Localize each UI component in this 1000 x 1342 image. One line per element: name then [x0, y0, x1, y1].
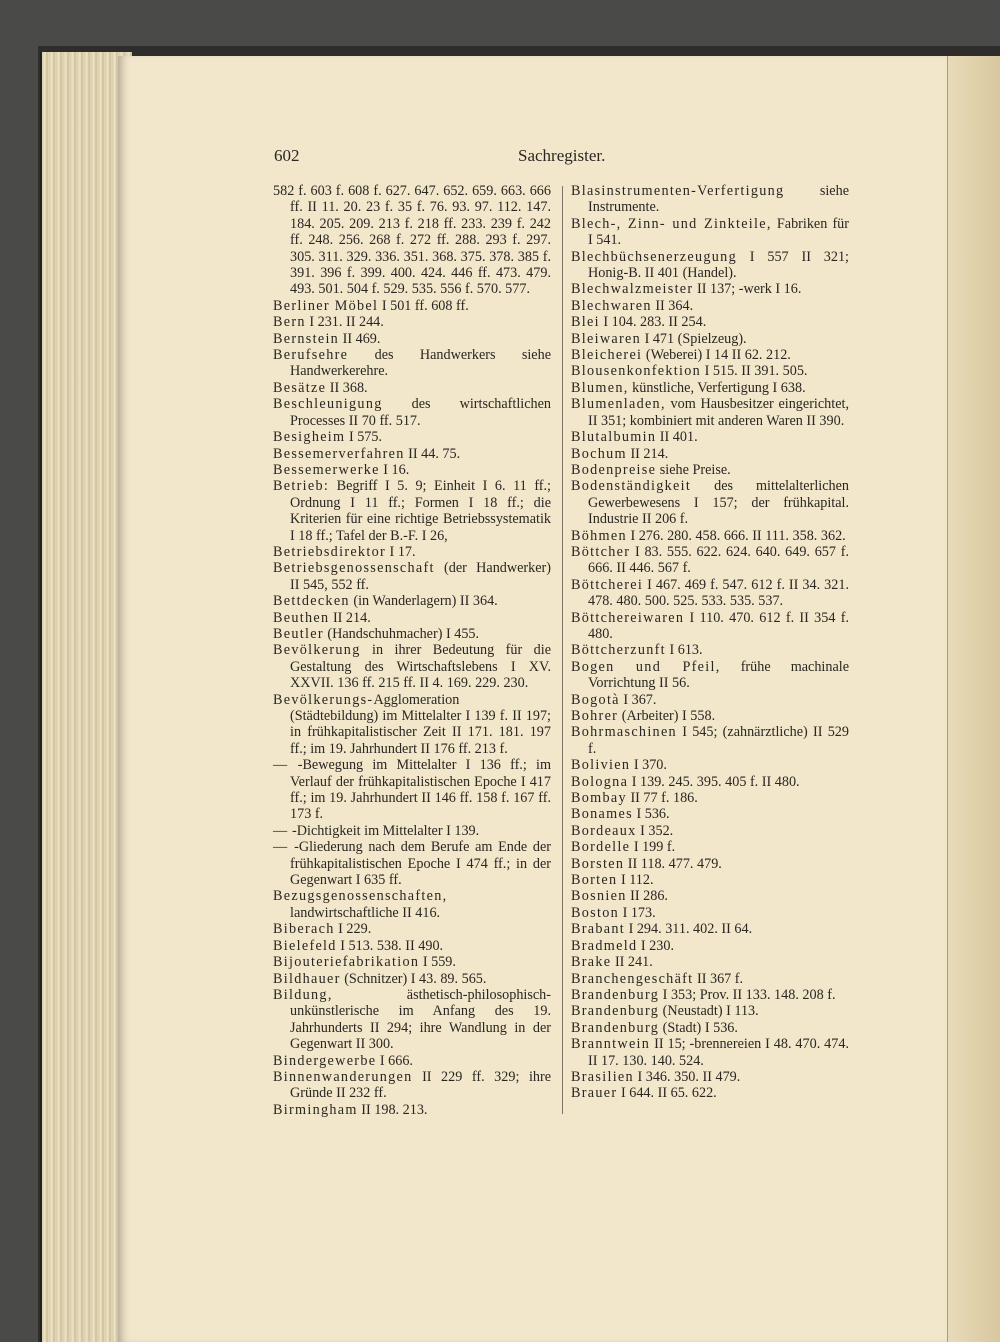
page-header	[0, 146, 1000, 168]
index-entry-refs: des Handwerkers siehe Handwerkerehre.	[290, 347, 551, 380]
index-entry	[571, 1085, 849, 1101]
index-entry	[273, 954, 551, 970]
index-entry	[273, 839, 551, 888]
index-entry-refs: I 644. II 65. 622.	[617, 1085, 717, 1102]
index-entry	[273, 823, 551, 839]
index-entry	[273, 544, 551, 560]
index-entry-refs: -Dichtigkeit im Mittelalter I 139.	[288, 822, 480, 839]
index-entry	[273, 987, 551, 1053]
index-entry-refs: I 575.	[345, 429, 383, 446]
index-entry	[273, 1102, 551, 1118]
index-entry-head: Bradmeld	[571, 937, 638, 954]
index-entry-head: Bohrer	[571, 708, 619, 724]
index-entry-head: Blousenkonfektion	[571, 363, 702, 380]
index-entry	[273, 971, 551, 987]
index-entry	[571, 888, 849, 904]
index-entry	[571, 839, 849, 855]
index-entry	[273, 593, 551, 609]
index-entry	[273, 298, 551, 314]
index-entry	[571, 610, 849, 643]
index-entry-refs: I 559.	[419, 954, 456, 971]
index-entry-head: Blechwalzmeister	[571, 281, 694, 298]
index-entry	[571, 347, 849, 363]
index-entry-refs: I 613.	[665, 642, 703, 659]
index-entry-refs: in ihrer Bedeutung für die Gestaltung des Wirtschaftslebens I XV. XXVII. 136 ff. 215 ff. II 4. 169. 229. 230.	[290, 642, 551, 692]
index-entry-head: Beschleunigung	[273, 396, 383, 413]
index-entry	[571, 478, 849, 527]
index-entry-head: Brake	[571, 954, 612, 971]
index-entry-head: Brandenburg	[571, 986, 660, 1003]
index-entry-refs: I 83. 555. 622. 624. 640. 649. 657 f. 666. II 446. 567 f.	[588, 543, 849, 577]
index-entry-refs: II 198. 213.	[357, 1101, 428, 1118]
index-entry-refs: I 471 (Spielzeug).	[641, 330, 747, 347]
index-entry	[273, 396, 551, 429]
index-entry-head: Borsten	[571, 855, 625, 872]
index-entry	[273, 314, 551, 330]
index-entry	[273, 888, 551, 921]
index-entry-refs: (Arbeiter) I 558.	[618, 708, 716, 724]
index-entry-head: Brabant	[571, 921, 626, 938]
index-entry	[571, 642, 849, 658]
index-entry-refs: I 666.	[376, 1052, 413, 1069]
index-entry-refs: II 44. 75.	[404, 445, 461, 462]
index-entry-head: Bolivien	[571, 757, 631, 774]
index-entry-refs: I 110. 470. 612 f. II 354 f. 480.	[588, 609, 849, 642]
page-number: 602	[274, 146, 300, 165]
index-entry-refs: I 352.	[636, 822, 674, 839]
index-entry	[273, 692, 551, 758]
index-entry-head: Bochum	[571, 445, 627, 462]
index-entry	[571, 724, 849, 757]
index-entry-head: Bombay	[571, 790, 627, 807]
index-entry-head: Besätze	[273, 379, 327, 396]
index-entry-refs: vom Hausbesitzer eingerichtet, II 351; kombiniert mit anderen Waren II 390.	[588, 396, 849, 429]
index-entry	[571, 1003, 849, 1019]
index-entry-refs: des mittelalterlichen Gewerbewesens I 157; der frühkapital. Industrie II 206 f.	[588, 478, 849, 528]
index-entry	[571, 659, 849, 692]
index-entry	[571, 380, 849, 396]
index-entry	[571, 872, 849, 888]
index-entry-head: Böttcher	[571, 543, 631, 560]
index-entry-refs: 582 f. 603 f. 608 f. 627. 647. 652. 659. 663. 666 ff. II 11. 20. 23 f. 35 f. 76. 93. 97. 112. 147. 184. 205. 209. 213 f. 218 ff. 233. 239 f. 242 ff. 248. 256. 268 f. 272 ff. 288. 293 f. 297. 305. 311. 329. 336. 351. 368. 375. 378. 385 f. 391. 396 f. 399. 400. 424. 446 ff. 473. 479. 493. 501. 504 f. 529. 535. 556 f. 570. 577.	[273, 183, 551, 298]
index-entry	[571, 577, 849, 610]
index-entry-head: Bordeaux	[571, 822, 637, 839]
index-entry-head: Bevölkerung	[273, 642, 361, 659]
index-entry-head: —	[273, 822, 289, 839]
index-entry	[571, 281, 849, 297]
index-entry-head: Betriebsgenossenschaft	[273, 560, 435, 577]
index-entry-head: Bernstein	[273, 330, 340, 347]
index-entry-refs: I 17.	[386, 543, 416, 560]
index-entry-refs: II 364.	[651, 297, 694, 314]
index-entry-head: Birmingham	[273, 1101, 358, 1118]
index-entry	[273, 478, 551, 544]
index-entry-head: Branchengeschäft	[571, 970, 694, 987]
index-entry-refs: (Weberei) I 14 II 62. 212.	[642, 347, 791, 364]
index-entry	[273, 446, 551, 462]
index-entry	[571, 921, 849, 937]
index-entry-refs: -Bewegung im Mittelalter I 136 ff.; im Verlauf der frühkapitalistischen Epoche I 417 ff.; im 19. Jahrhundert II 146 ff. 158 f. 167 ff. 173 f.	[288, 757, 551, 823]
index-entry-refs: I 112.	[617, 872, 654, 889]
index-entry-refs: II 286.	[626, 888, 668, 905]
index-entry-head: Böttcherzunft	[571, 642, 666, 659]
index-entry	[273, 429, 551, 445]
index-entry-head: Betriebsdirektor	[273, 543, 386, 560]
index-entry-refs: I 346. 350. II 479.	[633, 1068, 741, 1085]
index-entry-head: Bordelle	[571, 839, 631, 856]
index-entry-refs: künstliche, Verfertigung I 638.	[628, 379, 806, 396]
index-entry-refs: II 214.	[626, 445, 669, 462]
index-entry	[571, 331, 849, 347]
index-entry-refs: I 513. 538. II 490.	[336, 937, 444, 954]
index-entry-refs: I 515. II 391. 505.	[701, 363, 808, 380]
index-entry-refs: I 545; (zahnärztliche) II 529 f.	[588, 724, 849, 757]
index-entry-refs: I 173.	[619, 904, 656, 921]
index-entry-refs: -Gliederung nach dem Berufe am Ende der frühkapitalistischen Epoche I 474 ff.; in der Gegenwart I 635 ff.	[288, 839, 551, 889]
index-entry-head: Böhmen	[571, 527, 627, 544]
index-entry	[273, 757, 551, 823]
index-entry-head: Brandenburg	[571, 1019, 660, 1036]
index-entry-head: Binnenwanderungen	[273, 1068, 413, 1085]
index-entry-refs: siehe Preise.	[656, 461, 731, 478]
index-entry-head: Bogotà	[571, 691, 620, 708]
index-entry	[273, 1053, 551, 1069]
index-entry-refs: I 370.	[630, 757, 667, 774]
column-divider	[562, 186, 563, 1114]
index-entry-head: Bern	[273, 314, 306, 331]
index-entry	[571, 249, 849, 282]
index-entry-refs: I 16.	[379, 461, 410, 478]
index-entry-head: —	[273, 839, 289, 856]
index-entry-head: Bohrmaschinen	[571, 724, 677, 741]
index-entry-refs: II 77 f. 186.	[626, 790, 698, 807]
index-entry-refs: frühe machinale Vorrichtung II 56.	[588, 658, 850, 692]
index-entry-refs: II 15; -brennereien I 48. 470. 474. II 17. 130. 140. 524.	[588, 1036, 849, 1069]
index-entry-head: Brasilien	[571, 1068, 634, 1085]
index-entry-refs: II 241.	[611, 954, 653, 971]
index-entry-head: Blei	[571, 314, 600, 331]
index-entry	[571, 806, 849, 822]
index-entry	[273, 938, 551, 954]
index-entry	[273, 610, 551, 626]
index-entry-head: Bodenpreise	[571, 461, 657, 478]
index-entry-refs: II 229 ff. 329; ihre Gründe II 232 ff.	[290, 1068, 551, 1102]
index-entry-head: Blech-, Zinn- und Zinkteile,	[571, 215, 772, 232]
index-entry-refs: I 230.	[637, 937, 675, 954]
index-entry	[571, 856, 849, 872]
index-entry-head: Bleiwaren	[571, 330, 642, 347]
index-entry-refs: I 139. 245. 395. 405 f. II 480.	[628, 773, 800, 790]
index-entry-refs: I 294. 311. 402. II 64.	[625, 921, 753, 938]
index-entry-head: Bessemerverfahren	[273, 445, 405, 462]
index-entry-refs: II 469.	[339, 330, 381, 347]
index-entry-head: Berliner Möbel	[273, 297, 379, 314]
index-entry-head: Betrieb:	[273, 478, 330, 495]
index-entry	[273, 626, 551, 642]
index-entry	[273, 331, 551, 347]
index-entry-head: Bevölkerungs-	[273, 691, 374, 708]
running-head: Sachregister.	[518, 146, 606, 165]
index-entry	[571, 396, 849, 429]
index-entry-refs: II 368.	[326, 379, 368, 396]
index-entry	[571, 757, 849, 773]
index-entry-refs: I 104. 283. II 254.	[599, 314, 707, 331]
index-entry	[571, 216, 849, 249]
index-entry-head: Bessemerwerke	[273, 461, 380, 478]
index-entry	[273, 560, 551, 593]
index-entry	[571, 971, 849, 987]
index-entry-refs: I 467. 469 f. 547. 612 f. II 34. 321. 478. 480. 500. 525. 533. 535. 537.	[588, 576, 849, 610]
index-entry	[571, 183, 849, 216]
index-entry	[571, 790, 849, 806]
index-entry-refs: (Stadt) I 536.	[659, 1019, 738, 1036]
index-entry-refs: (Neustadt) I 113.	[659, 1003, 759, 1020]
index-entry	[273, 642, 551, 691]
index-entry-head: Biberach	[273, 921, 335, 938]
index-entry-head: Brandenburg	[571, 1003, 660, 1020]
index-entry	[571, 544, 849, 577]
index-entry-head: Blumenladen,	[571, 396, 666, 413]
index-entry-refs: II 214.	[329, 609, 371, 626]
index-entry-refs: I 231. II 244.	[305, 314, 384, 331]
index-entry-refs: II 137; -werk I 16.	[693, 281, 802, 298]
index-entry-refs: II 367 f.	[693, 970, 744, 987]
index-entry-refs: (der Handwerker) II 545, 552 ff.	[290, 560, 551, 593]
index-entry-head: Besigheim	[273, 429, 346, 446]
index-entry	[571, 1069, 849, 1085]
index-entry-head: Bijouteriefabrikation	[273, 954, 420, 971]
index-entry-head: Blutalbumin	[571, 429, 657, 446]
index-entry-head: Berufsehre	[273, 347, 349, 364]
index-entry-refs: I 229.	[334, 921, 372, 938]
index-entry	[571, 938, 849, 954]
index-entry-refs: (Handschuhmacher) I 455.	[323, 625, 480, 642]
index-entry-refs: I 367.	[619, 691, 657, 708]
index-entry-refs: Agglomeration (Städtebildung) im Mittelalter I 139 f. II 197; in frühkapitalistischer Zeit II 171. 181. 197 ff.; im 19. Jahrhundert II 176 ff. 213 f.	[290, 691, 551, 757]
index-entry	[571, 774, 849, 790]
index-entry-refs: ästhetisch-philosophisch-unkünstlerische im Anfang des 19. Jahrhunderts II 294; ihre Wandlung in der Gegenwart II 300.	[290, 986, 551, 1053]
index-entry	[571, 363, 849, 379]
book-page	[118, 56, 1000, 1342]
index-entry-head: Böttcherei	[571, 576, 644, 593]
index-column-right	[571, 183, 849, 1102]
index-entry-head: Blechwaren	[571, 297, 652, 314]
index-entry-refs: landwirtschaftliche II 416.	[290, 904, 441, 921]
index-entry	[571, 462, 849, 478]
index-entry	[273, 347, 551, 380]
index-entry	[571, 1020, 849, 1036]
index-entry-refs: I 199 f.	[630, 839, 676, 856]
index-entry	[571, 1036, 849, 1069]
index-entry-head: Blumen,	[571, 379, 629, 396]
index-entry-head: Böttchereiwaren	[571, 609, 685, 626]
index-entry-refs: des wirtschaftlichen Processes II 70 ff. 517.	[290, 396, 551, 429]
index-entry	[571, 298, 849, 314]
index-entry-head: Borten	[571, 872, 618, 889]
index-entry-refs: Begriff I 5. 9; Einheit I 6. 11 ff.; Ordnung I 11 ff.; Formen I 18 ff.; die Kriterien für eine richtige Betriebssystematik I 18 ff.; Tafel der B.-F. I 26,	[290, 478, 551, 544]
index-entry-head: Bleicherei	[571, 347, 643, 364]
index-entry-refs: siehe Instrumente.	[588, 183, 849, 216]
index-entry-refs: II 401.	[656, 429, 698, 446]
index-entry	[571, 708, 849, 724]
index-entry	[273, 1069, 551, 1102]
index-entry-head: Boston	[571, 904, 620, 921]
index-entry	[571, 905, 849, 921]
index-entry-head: Bosnien	[571, 888, 627, 905]
index-entry-head: Blasinstrumenten-Verfertigung	[571, 183, 785, 199]
index-entry-refs: I 536.	[632, 806, 670, 823]
index-entry-head: Bettdecken	[273, 593, 350, 610]
index-entry	[571, 314, 849, 330]
index-entry-head: Beuthen	[273, 609, 330, 626]
index-entry-refs: (Schnitzer) I 43. 89. 565.	[340, 970, 487, 987]
index-entry-refs: I 353; Prov. II 133. 148. 208 f.	[659, 986, 836, 1003]
index-entry	[571, 446, 849, 462]
index-entry	[571, 823, 849, 839]
index-entry-head: Blechbüchsenerzeugung	[571, 248, 737, 265]
index-entry-refs: Fabriken für I 541.	[588, 215, 849, 249]
index-entry-head: Bologna	[571, 773, 629, 790]
index-entry-head: Beutler	[273, 625, 324, 642]
index-entry-refs: I 557 II 321; Honig-B. II 401 (Handel).	[588, 248, 849, 282]
index-entry	[571, 954, 849, 970]
index-entry	[273, 183, 551, 298]
index-entry	[273, 921, 551, 937]
index-entry-head: Bogen und Pfeil,	[571, 658, 721, 675]
index-entry	[571, 429, 849, 445]
index-entry-head: Bonames	[571, 806, 633, 823]
index-entry-head: Bildung,	[273, 986, 333, 1003]
index-entry-head: Bildhauer	[273, 970, 341, 987]
index-column-left	[273, 183, 551, 1118]
index-entry-head: —	[273, 757, 289, 774]
index-entry-head: Bindergewerbe	[273, 1052, 377, 1069]
index-entry	[571, 528, 849, 544]
index-entry	[571, 987, 849, 1003]
index-entry-head: Branntwein	[571, 1036, 651, 1053]
page-gutter-right	[947, 56, 1000, 1342]
index-entry-head: Bezugsgenossenschaften,	[273, 888, 448, 905]
index-entry	[273, 462, 551, 478]
index-entry-refs: II 118. 477. 479.	[624, 855, 722, 872]
index-entry-refs: I 276. 280. 458. 666. II 111. 358. 362.	[626, 527, 846, 544]
index-entry-head: Bielefeld	[273, 937, 337, 954]
index-entry-refs: I 501 ff. 608 ff.	[378, 297, 469, 314]
index-entry-head: Brauer	[571, 1085, 618, 1102]
index-entry	[571, 692, 849, 708]
index-entry	[273, 380, 551, 396]
index-entry-refs: (in Wanderlagern) II 364.	[349, 593, 498, 610]
index-entry-head: Bodenständigkeit	[571, 478, 692, 495]
